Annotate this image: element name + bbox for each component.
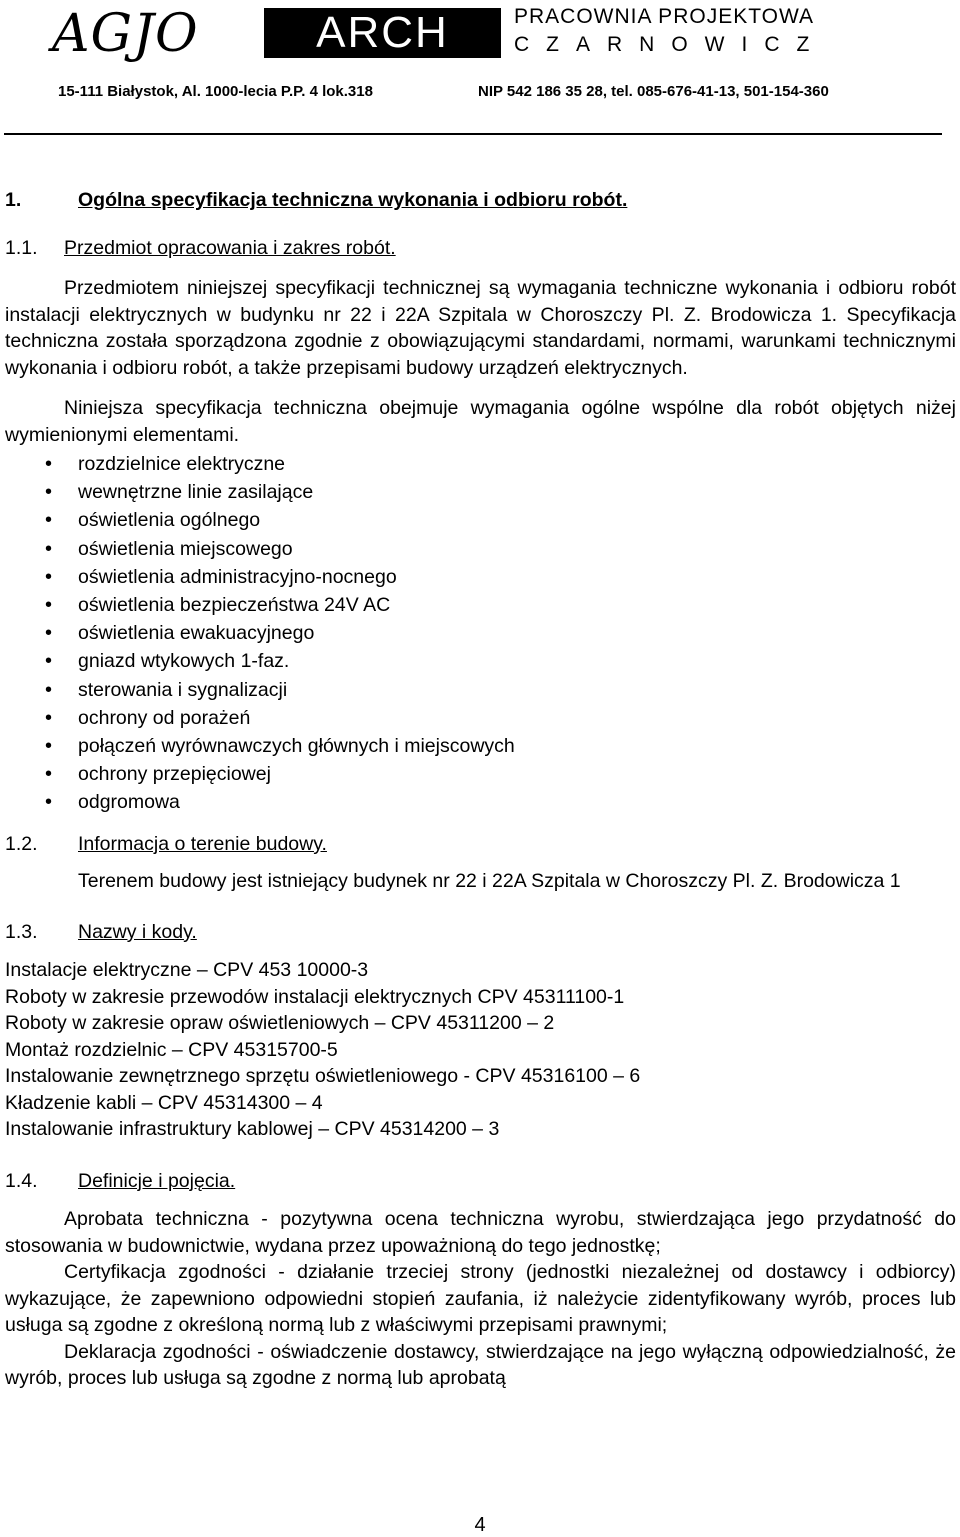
list-item: • oświetlenia bezpieczeństwa 24V AC xyxy=(5,591,956,619)
section-number: 1. xyxy=(5,189,22,211)
section-title: Przedmiot opracowania i zakres robót. xyxy=(64,236,396,259)
firm-contact: NIP 542 186 35 28, tel. 085-676-41-13, 501-154-360 xyxy=(478,83,829,100)
list-item: • sterowania i sygnalizacji xyxy=(5,676,956,704)
cpv-code-line: Roboty w zakresie opraw oświetleniowych – CPV 45311200 – 2 xyxy=(5,1012,555,1035)
list-item: • połączeń wyrównawczych głównych i miejscowych xyxy=(5,732,956,760)
cpv-code-line: Montaż rozdzielnic – CPV 45315700-5 xyxy=(5,1038,338,1061)
document-body xyxy=(5,187,956,1392)
paragraph-subject: Przedmiotem niniejszej specyfikacji technicznej są wymagania techniczne wykonania i odbioru robót instalacji elektrycznych w budynku nr 22 i 22A Szpitala w Choroszczy Pl. Z. Brodowicza 1. Specyfikacja techniczna została sporządzona zgodnie z obowiązującymi standardami, normami, warunkami technicznymi wykonania i odbioru robót, a także przepisami budowy urządzeń elektrycznych. xyxy=(5,277,956,379)
list-item: • odgromowa xyxy=(5,788,956,816)
company-logo-arch: ARCH xyxy=(264,8,501,58)
list-item: • ochrony od porażeń xyxy=(5,704,956,732)
section-number: 1.3. xyxy=(5,920,38,943)
section-title: Ogólna specyfikacja techniczna wykonania i odbioru robót. xyxy=(78,189,628,211)
cpv-code-line: Roboty w zakresie przewodów instalacji elektrycznych CPV 45311100-1 xyxy=(5,985,625,1008)
cpv-code-line: Instalowanie zewnętrznego sprzętu oświetleniowego - CPV 45316100 – 6 xyxy=(5,1065,641,1088)
list-item: • oświetlenia ewakuacyjnego xyxy=(5,619,956,647)
section-1-4-heading xyxy=(5,1168,956,1195)
section-1-3-heading xyxy=(5,919,956,946)
list-item: • oświetlenia miejscowego xyxy=(5,535,956,563)
list-item: • ochrony przepięciowej xyxy=(5,760,956,788)
cpv-code-line: Instalowanie infrastruktury kablowej – CPV 45314200 – 3 xyxy=(5,1118,500,1141)
paragraph-site: Terenem budowy jest istniejący budynek nr 22 i 22A Szpitala w Choroszczy Pl. Z. Brodowicza 1 xyxy=(78,870,901,893)
list-item: • wewnętrzne linie zasilające xyxy=(5,478,956,506)
definition-technical-approval: Aprobata techniczna - pozytywna ocena techniczna wyrobu, stwierdzająca jego przydatność do stosowania w budownictwie, wydana przez upoważnioną do tego jednostkę; xyxy=(5,1208,956,1257)
definition-declaration: Deklaracja zgodności - oświadczenie dostawcy, stwierdzające na jego wyłączną odpowiedzialność, że wyrób, proces lub usługa są zgodne z normą lub aprobatą xyxy=(5,1340,956,1390)
firm-city: CZARNOWICZ xyxy=(514,33,827,56)
section-number: 1.1. xyxy=(5,236,38,259)
cpv-codes-list xyxy=(5,957,956,1143)
cpv-code-line: Instalacje elektryczne – CPV 453 10000-3 xyxy=(5,959,369,982)
paragraph-scope: Niniejsza specyfikacja techniczna obejmuje wymagania ogólne wspólne dla robót objętych niżej wymienionymi elementami. xyxy=(5,397,956,446)
header-divider xyxy=(4,133,942,135)
section-title: Definicje i pojęcia. xyxy=(78,1169,236,1192)
list-item: • oświetlenia ogólnego xyxy=(5,506,956,534)
section-title: Nazwy i kody. xyxy=(78,920,197,943)
elements-list xyxy=(5,450,956,817)
section-1-1-heading xyxy=(5,235,956,262)
page-number: 4 xyxy=(474,1514,486,1536)
definition-certification: Certyfikacja zgodności - działanie trzeciej strony (jednostki niezależnej od dostawcy i odbiorcy) wykazujące, że zapewniono odpowiedni stopień zaufania, iż należycie zidentyfikowany wyrób, proces lub usługa są zgodne z określoną normą lub z właściwymi przepisami prawnymi; xyxy=(5,1261,956,1337)
firm-name: PRACOWNIA PROJEKTOWA xyxy=(514,5,815,28)
letterhead xyxy=(0,0,960,134)
list-item: • rozdzielnice elektryczne xyxy=(5,450,956,478)
section-1-heading xyxy=(5,187,956,214)
section-number: 1.4. xyxy=(5,1169,38,1192)
section-title: Informacja o terenie budowy. xyxy=(78,832,327,855)
firm-address: 15-111 Białystok, Al. 1000-lecia P.P. 4 lok.318 xyxy=(58,83,373,100)
cpv-code-line: Kładzenie kabli – CPV 45314300 – 4 xyxy=(5,1091,323,1114)
list-item: • oświetlenia administracyjno-nocnego xyxy=(5,563,956,591)
company-logo-agjo: AGJO xyxy=(52,4,199,64)
section-1-2-heading xyxy=(5,831,956,858)
list-item: • gniazd wtykowych 1-faz. xyxy=(5,647,956,675)
section-number: 1.2. xyxy=(5,832,38,855)
